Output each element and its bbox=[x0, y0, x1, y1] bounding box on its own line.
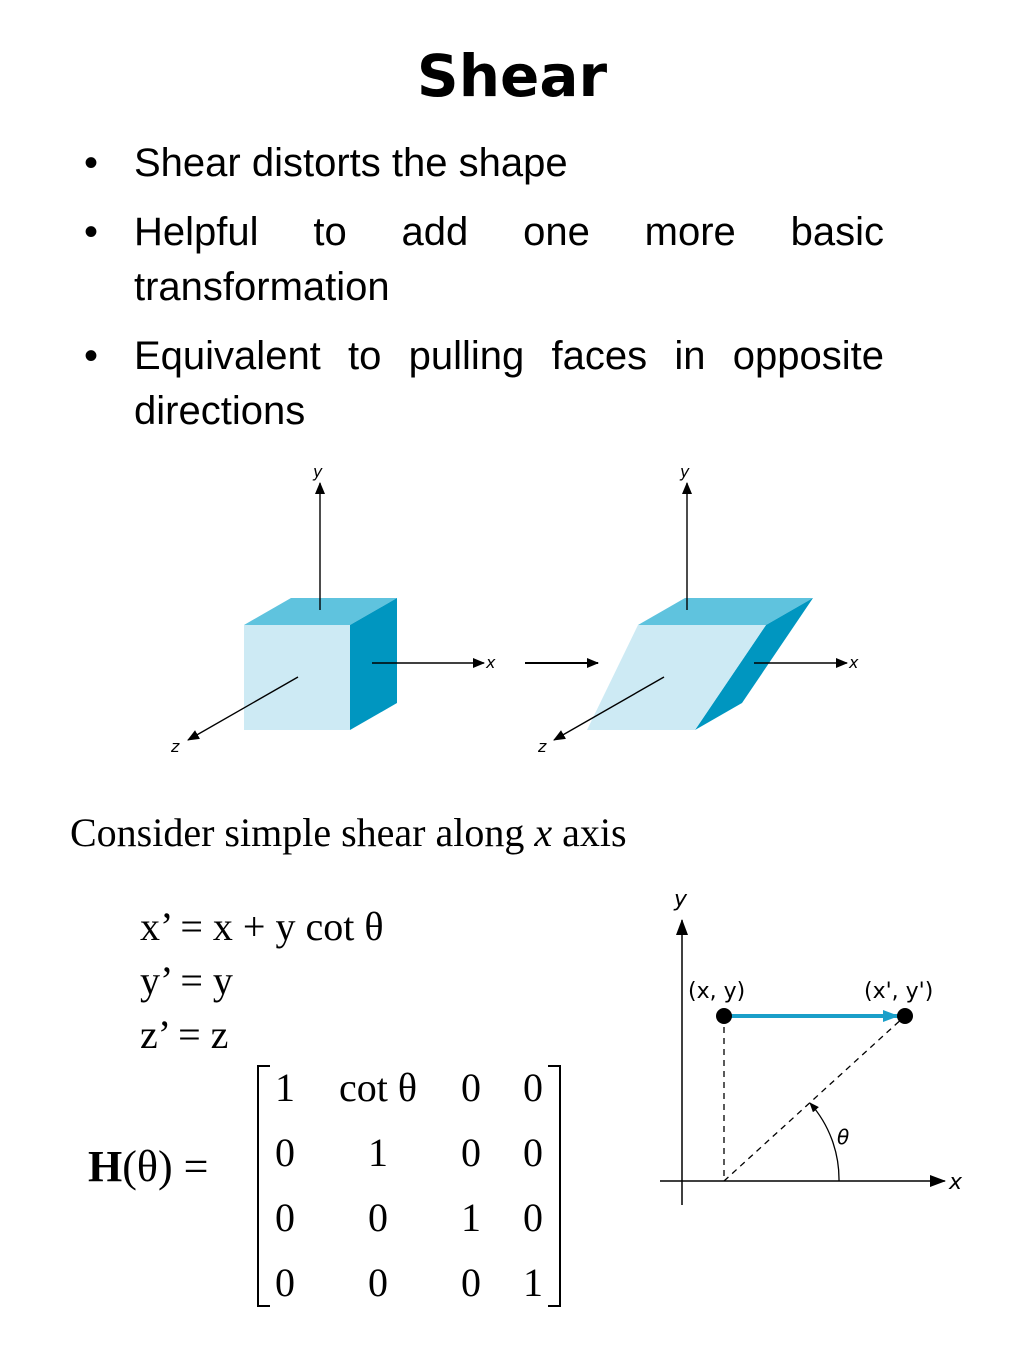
slide-title: Shear bbox=[416, 42, 608, 110]
matrix-label-h: H bbox=[88, 1142, 123, 1191]
matrix-cell: 0 bbox=[368, 1195, 388, 1240]
axis-label-z: z bbox=[538, 737, 547, 756]
consider-text bbox=[70, 808, 627, 858]
point-label-original: (x, y) bbox=[688, 979, 746, 1004]
matrix-cell: 0 bbox=[523, 1130, 543, 1175]
bullet-text: Helpful to add one more basic transformation bbox=[134, 210, 884, 309]
matrix-cell: 0 bbox=[368, 1260, 388, 1305]
bullet-item bbox=[84, 329, 884, 439]
matrix-cell: 0 bbox=[461, 1065, 481, 1110]
matrix-label-rest: (θ) = bbox=[122, 1142, 209, 1191]
bullet-item bbox=[84, 136, 884, 191]
angle-arc bbox=[810, 1103, 839, 1181]
axis-label-y: y bbox=[313, 462, 323, 481]
bullet-list bbox=[84, 136, 884, 453]
sheared-cube bbox=[537, 462, 859, 756]
equation-x: x’ = x + y cot θ bbox=[140, 904, 384, 949]
shear-cube-figure bbox=[150, 455, 880, 765]
shear-matrix bbox=[256, 1064, 562, 1308]
matrix-cell: 0 bbox=[275, 1195, 295, 1240]
consider-prefix: Consider simple shear along bbox=[70, 810, 535, 855]
matrix-cell: 0 bbox=[275, 1130, 295, 1175]
shear-angle-diagram bbox=[650, 880, 980, 1210]
matrix-cell: 0 bbox=[461, 1260, 481, 1305]
bullet-icon: • bbox=[84, 210, 99, 254]
equation-z: z’ = z bbox=[140, 1012, 229, 1057]
matrix-cell: 1 bbox=[275, 1065, 295, 1110]
axis-label-x: x bbox=[486, 653, 496, 672]
original-point bbox=[716, 1008, 732, 1024]
bullet-icon: • bbox=[84, 334, 99, 378]
axis-label-x: x bbox=[849, 653, 859, 672]
matrix-label bbox=[88, 1140, 208, 1194]
axis-label-z: z bbox=[171, 737, 180, 756]
matrix-cell: 0 bbox=[275, 1260, 295, 1305]
bullet-text: Shear distorts the shape bbox=[134, 141, 568, 185]
consider-variable: x bbox=[534, 810, 553, 855]
matrix-cell: cot θ bbox=[338, 1065, 418, 1110]
bullet-text: Equivalent to pulling faces in opposite directions bbox=[134, 334, 884, 433]
equation-y: y’ = y bbox=[140, 958, 233, 1003]
angle-label: θ bbox=[837, 1125, 850, 1149]
sheared-point bbox=[897, 1008, 913, 1024]
matrix-cell: 0 bbox=[461, 1130, 481, 1175]
bullet-item bbox=[84, 205, 884, 315]
matrix-cell: 1 bbox=[461, 1195, 481, 1240]
axis-label-x: x bbox=[949, 1170, 963, 1195]
axis-label-y: y bbox=[674, 887, 688, 912]
matrix-cell: 1 bbox=[523, 1260, 543, 1305]
axis-label-y: y bbox=[680, 462, 690, 481]
matrix-cell: 1 bbox=[368, 1130, 388, 1175]
original-cube bbox=[170, 462, 496, 756]
matrix-cell: 0 bbox=[523, 1195, 543, 1240]
diagonal-dashed-line bbox=[724, 1016, 905, 1181]
point-label-sheared: (x', y') bbox=[864, 979, 934, 1004]
matrix-cell: 0 bbox=[523, 1065, 543, 1110]
consider-suffix: axis bbox=[552, 810, 627, 855]
bullet-icon: • bbox=[84, 141, 99, 185]
shear-equations bbox=[140, 900, 384, 1062]
